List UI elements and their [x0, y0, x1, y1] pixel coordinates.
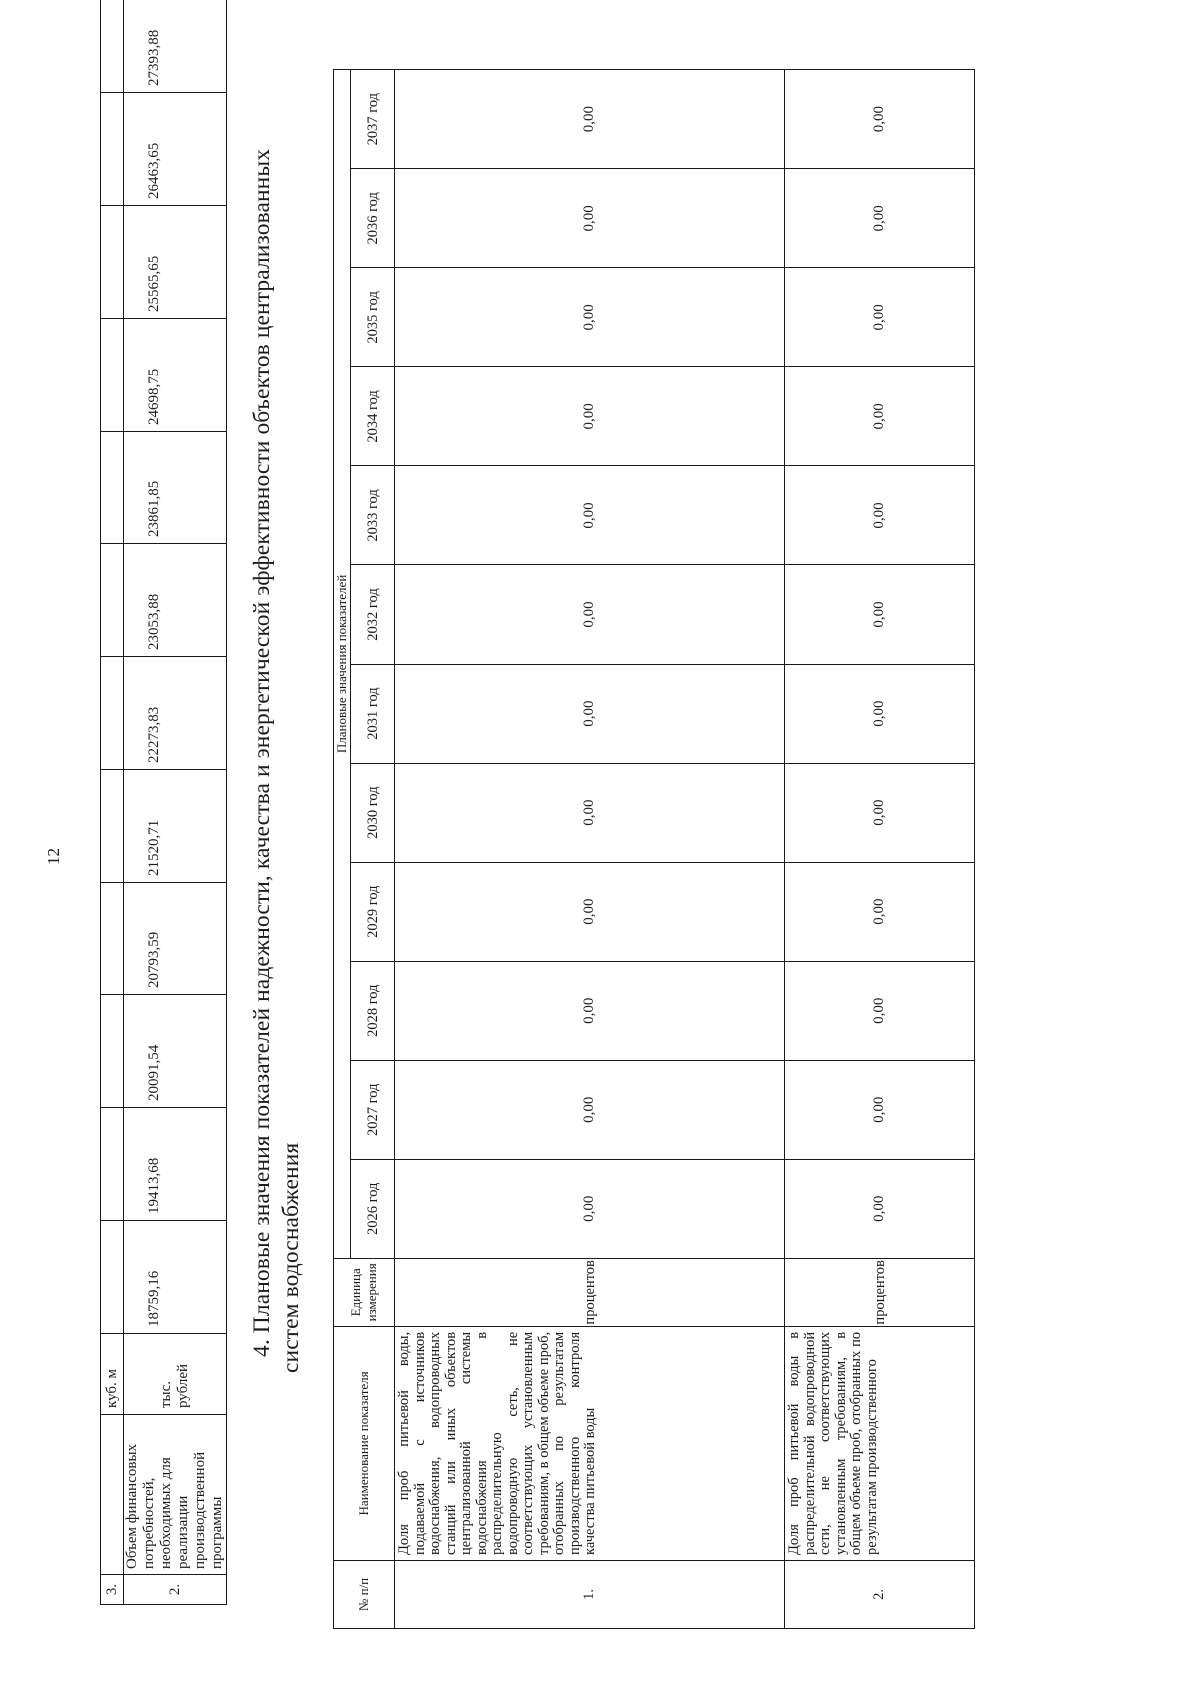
row-number: 1.: [395, 1560, 785, 1628]
header-row: [334, 70, 351, 1629]
value-cell: 26463,65: [124, 93, 227, 206]
value-cell: [101, 883, 124, 995]
header-name: Наименование показателя: [334, 1326, 395, 1560]
header-planned-values: Плановые значения показателей: [334, 70, 351, 1259]
value-cell: 0,00: [395, 565, 785, 664]
value-cell: [101, 657, 124, 770]
value-cell: 0,00: [785, 862, 975, 961]
value-cell: 0,00: [395, 70, 785, 169]
value-cell: 18759,16: [124, 1221, 227, 1334]
value-cell: 0,00: [395, 367, 785, 466]
indicator-name: Доля проб питьевой воды, подаваемой с источников водоснабжения, водопроводных станций или иных объектов централизованной системы водоснабжения в распределительную водопроводную сеть, не соответствующих установленным требованиям, в общем объеме проб, отобранных по результатам производственного контроля качества питьевой воды: [395, 1326, 785, 1560]
header-year: 2037 год: [351, 70, 395, 169]
table-row: [395, 70, 785, 1629]
value-cell: [101, 544, 124, 657]
header-year: 2030 год: [351, 763, 395, 862]
value-cell: 0,00: [395, 1060, 785, 1159]
value-cell: 0,00: [785, 1159, 975, 1258]
header-year: 2033 год: [351, 466, 395, 565]
value-cell: 21520,71: [124, 770, 227, 883]
header-unit: Единица измерения: [334, 1258, 395, 1326]
value-cell: 20091,54: [124, 995, 227, 1108]
unit-cell: процентов: [785, 1258, 975, 1326]
value-cell: 0,00: [785, 268, 975, 367]
header-year: 2026 год: [351, 1159, 395, 1258]
value-cell: 22273,83: [124, 657, 227, 770]
header-year: 2032 год: [351, 565, 395, 664]
header-year: 2029 год: [351, 862, 395, 961]
value-cell: 0,00: [785, 1060, 975, 1159]
value-cell: [101, 770, 124, 883]
header-year: 2036 год: [351, 169, 395, 268]
value-cell: 0,00: [395, 169, 785, 268]
value-cell: [101, 1221, 124, 1334]
value-cell: 20793,59: [124, 883, 227, 995]
value-cell: 0,00: [395, 1159, 785, 1258]
header-no: № п/п: [334, 1560, 395, 1628]
indicator-name: Объем финансовых потребностей, необходимых для реализации производственной программы: [124, 1415, 227, 1575]
value-cell: 23053,88: [124, 544, 227, 657]
indicator-name: Доля проб питьевой воды в распределительной водопроводной сети, не соответствующих установленным требованиям, в общем объеме проб, отобранных по результатам производственного: [785, 1326, 975, 1560]
value-cell: [101, 206, 124, 319]
table-row: [124, 0, 227, 1605]
indicators-table: [333, 69, 975, 1629]
value-cell: 0,00: [395, 268, 785, 367]
section-title-continuation: систем водоснабжения: [278, 1142, 304, 1373]
row-number: 2.: [785, 1560, 975, 1628]
header-year: 2034 год: [351, 367, 395, 466]
row-number: 3.: [101, 1575, 124, 1605]
table-row: [101, 0, 124, 1605]
value-cell: 0,00: [395, 763, 785, 862]
value-cell: [101, 1108, 124, 1221]
section-title: 4. Плановые значения показателей надежности, качества и энергетической эффективности объектов централизованных: [249, 148, 275, 1357]
value-cell: [101, 995, 124, 1108]
value-cell: 0,00: [395, 862, 785, 961]
value-cell: 0,00: [785, 961, 975, 1060]
value-cell: 0,00: [785, 664, 975, 763]
page-number: 12: [44, 848, 63, 865]
value-cell: 0,00: [785, 367, 975, 466]
value-cell: [101, 432, 124, 544]
header-year: 2028 год: [351, 961, 395, 1060]
unit-cell: процентов: [395, 1258, 785, 1326]
header-year: 2031 год: [351, 664, 395, 763]
value-cell: 0,00: [785, 70, 975, 169]
value-cell: [101, 0, 124, 93]
unit-cell: куб. м: [101, 1334, 124, 1415]
value-cell: 0,00: [395, 466, 785, 565]
value-cell: 23861,85: [124, 432, 227, 544]
header-year: 2027 год: [351, 1060, 395, 1159]
value-cell: 0,00: [395, 664, 785, 763]
table-row: [785, 70, 975, 1629]
value-cell: 0,00: [785, 763, 975, 862]
unit-cell: тыс. рублей: [124, 1334, 227, 1415]
indicator-name: [101, 1415, 124, 1575]
value-cell: 19413,68: [124, 1108, 227, 1221]
row-number: 2.: [124, 1575, 227, 1605]
value-cell: 25565,65: [124, 206, 227, 319]
value-cell: 27393,88: [124, 0, 227, 93]
value-cell: [101, 93, 124, 206]
header-year: 2035 год: [351, 268, 395, 367]
value-cell: [101, 319, 124, 432]
value-cell: 24698,75: [124, 319, 227, 432]
section-heading: [248, 0, 306, 1373]
value-cell: 0,00: [395, 961, 785, 1060]
value-cell: 0,00: [785, 169, 975, 268]
finance-table: [100, 0, 227, 1605]
value-cell: 0,00: [785, 466, 975, 565]
value-cell: 0,00: [785, 565, 975, 664]
